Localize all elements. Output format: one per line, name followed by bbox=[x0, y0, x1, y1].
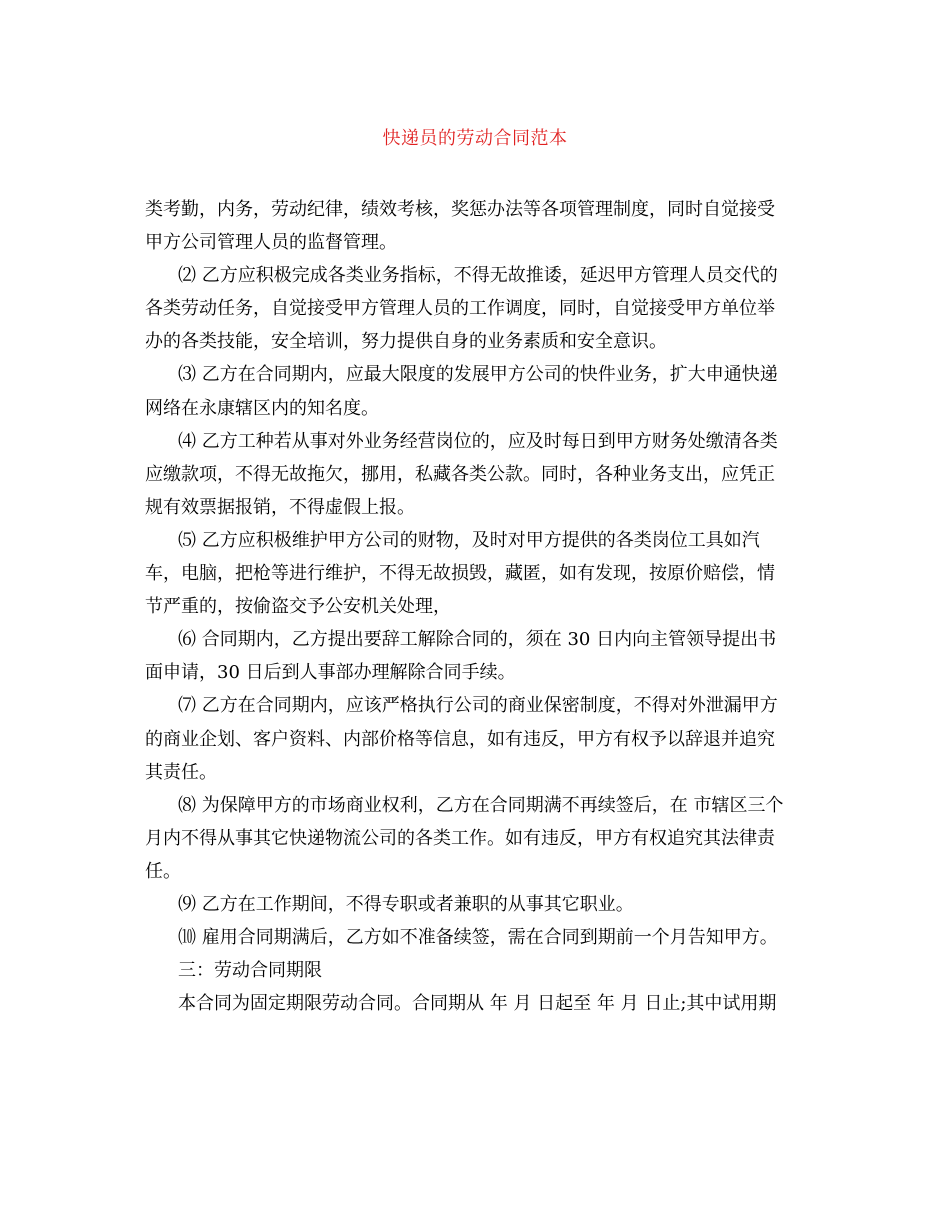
text-line-1: 类考勤，内务，劳动纪律，绩效考核，奖惩办法等各项管理制度，同时自觉接受 bbox=[145, 199, 775, 220]
section-3-line-1: 本合同为固定期限劳动合同。合同期从 年 月 日起至 年 月 日止;其中试用期 bbox=[178, 993, 777, 1015]
clause-10-line-1: ⑽ 雇用合同期满后，乙方如不准备续签，需在合同到期前一个月告知甲方。 bbox=[178, 927, 778, 949]
clause-7-line-2: 的商业企划、客户资料、内部价格等信息，如有违反，甲方有权予以辞退并追究 bbox=[145, 728, 775, 750]
clause-9-line-1: ⑼ 乙方在工作期间，不得专职或者兼职的从事其它职业。 bbox=[178, 893, 634, 915]
clause-7-line-1: ⑺ 乙方在合同期内，应该严格执行公司的商业保密制度，不得对外泄漏甲方 bbox=[178, 695, 778, 717]
clause-4-line-2: 应缴款项，不得无故拖欠，挪用，私藏各类公款。同时，各种业务支出，应凭正 bbox=[145, 463, 775, 485]
clause-2-line-1: ⑵ 乙方应积极完成各类业务指标，不得无故推诿，延迟甲方管理人员交代的 bbox=[178, 265, 778, 287]
clause-5-line-1: ⑸ 乙方应积极维护甲方公司的财物，及时对甲方提供的各类岗位工具如汽 bbox=[178, 529, 760, 551]
document-title: 快递员的劳动合同范本 bbox=[382, 128, 568, 149]
clause-8-line-2: 月内不得从事其它快递物流公司的各类工作。如有违反，甲方有权追究其法律责 bbox=[145, 827, 775, 849]
clause-3-line-1: ⑶ 乙方在合同期内，应最大限度的发展甲方公司的快件业务，扩大申通快递 bbox=[178, 364, 778, 386]
section-3-heading: 三：劳动合同期限 bbox=[178, 960, 322, 982]
clause-2-line-3: 办的各类技能，安全培训，努力提供自身的业务素质和安全意识。 bbox=[145, 331, 667, 353]
clause-5-line-2: 车，电脑，把枪等进行维护，不得无故损毁，藏匿，如有发现，按原价赔偿，情 bbox=[145, 563, 775, 585]
clause-2-line-2: 各类劳动任务，自觉接受甲方管理人员的工作调度，同时，自觉接受甲方单位举 bbox=[145, 298, 775, 320]
clause-5-line-3: 节严重的，按偷盗交予公安机关处理， bbox=[145, 596, 451, 618]
clause-6-line-1: ⑹ 合同期内，乙方提出要辞工解除合同的，须在 30 日内向主管领导提出书 bbox=[178, 629, 777, 651]
clause-8-line-3: 任。 bbox=[145, 860, 181, 882]
text-line-2: 甲方公司管理人员的监督管理。 bbox=[145, 232, 397, 254]
document-body bbox=[145, 193, 810, 1020]
clause-3-line-2: 网络在永康辖区内的知名度。 bbox=[145, 397, 379, 419]
clause-8-line-1: ⑻ 为保障甲方的市场商业权利，乙方在合同期满不再续签后，在 市辖区三个 bbox=[178, 794, 784, 816]
clause-6-line-2: 面申请，30 日后到人事部办理解除合同手续。 bbox=[145, 662, 516, 684]
clause-4-line-3: 规有效票据报销，不得虚假上报。 bbox=[145, 496, 415, 518]
clause-7-line-3: 其责任。 bbox=[145, 761, 217, 783]
clause-4-line-1: ⑷ 乙方工种若从事对外业务经营岗位的，应及时每日到甲方财务处缴清各类 bbox=[178, 430, 778, 452]
